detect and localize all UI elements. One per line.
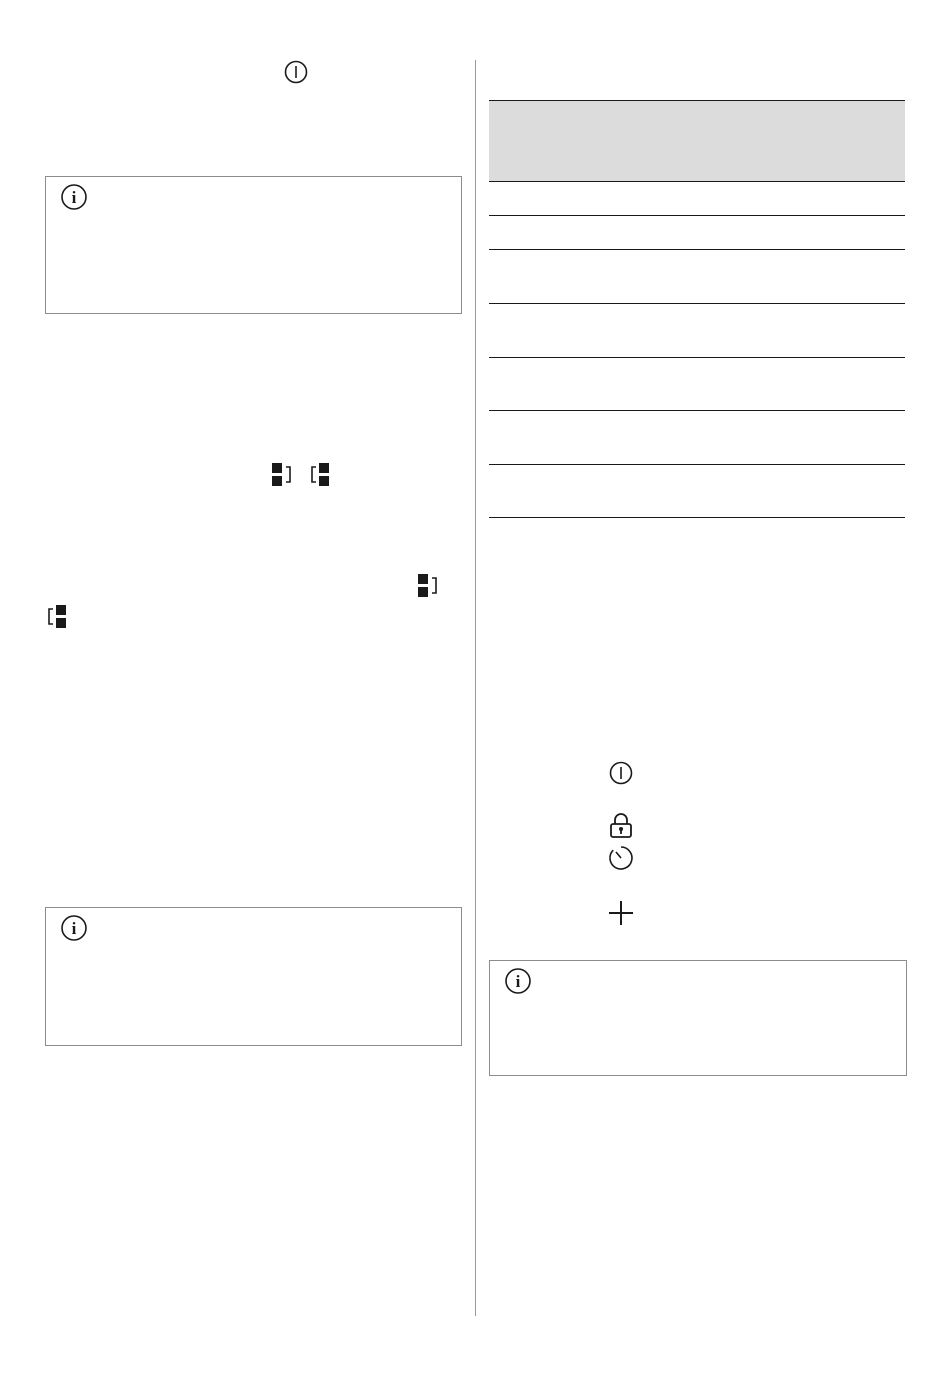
svg-text:i: i xyxy=(71,188,77,207)
table-row xyxy=(489,358,905,411)
bridge-left-icon xyxy=(417,573,439,601)
info-box-2 xyxy=(45,907,462,1046)
table-row xyxy=(489,216,905,250)
power-icon xyxy=(608,760,634,786)
timer-icon xyxy=(607,844,635,872)
plus-icon xyxy=(607,899,635,927)
lock-icon xyxy=(608,812,634,840)
table-row xyxy=(489,182,905,216)
power-icon xyxy=(283,59,309,85)
info-icon xyxy=(504,967,532,995)
info-icon xyxy=(60,914,88,942)
info-box-3 xyxy=(489,960,907,1076)
column-divider xyxy=(475,60,476,1316)
data-table xyxy=(489,100,905,518)
bridge-right-icon xyxy=(309,462,331,490)
table-header xyxy=(489,100,905,182)
svg-text:i: i xyxy=(515,972,521,991)
table-row xyxy=(489,250,905,304)
bridge-right-icon xyxy=(46,604,68,632)
table-row xyxy=(489,411,905,465)
info-icon xyxy=(60,183,88,211)
svg-text:i: i xyxy=(71,919,77,938)
table-row xyxy=(489,465,905,518)
table-row xyxy=(489,304,905,358)
bridge-left-icon xyxy=(271,462,293,490)
info-box-1 xyxy=(45,176,462,314)
